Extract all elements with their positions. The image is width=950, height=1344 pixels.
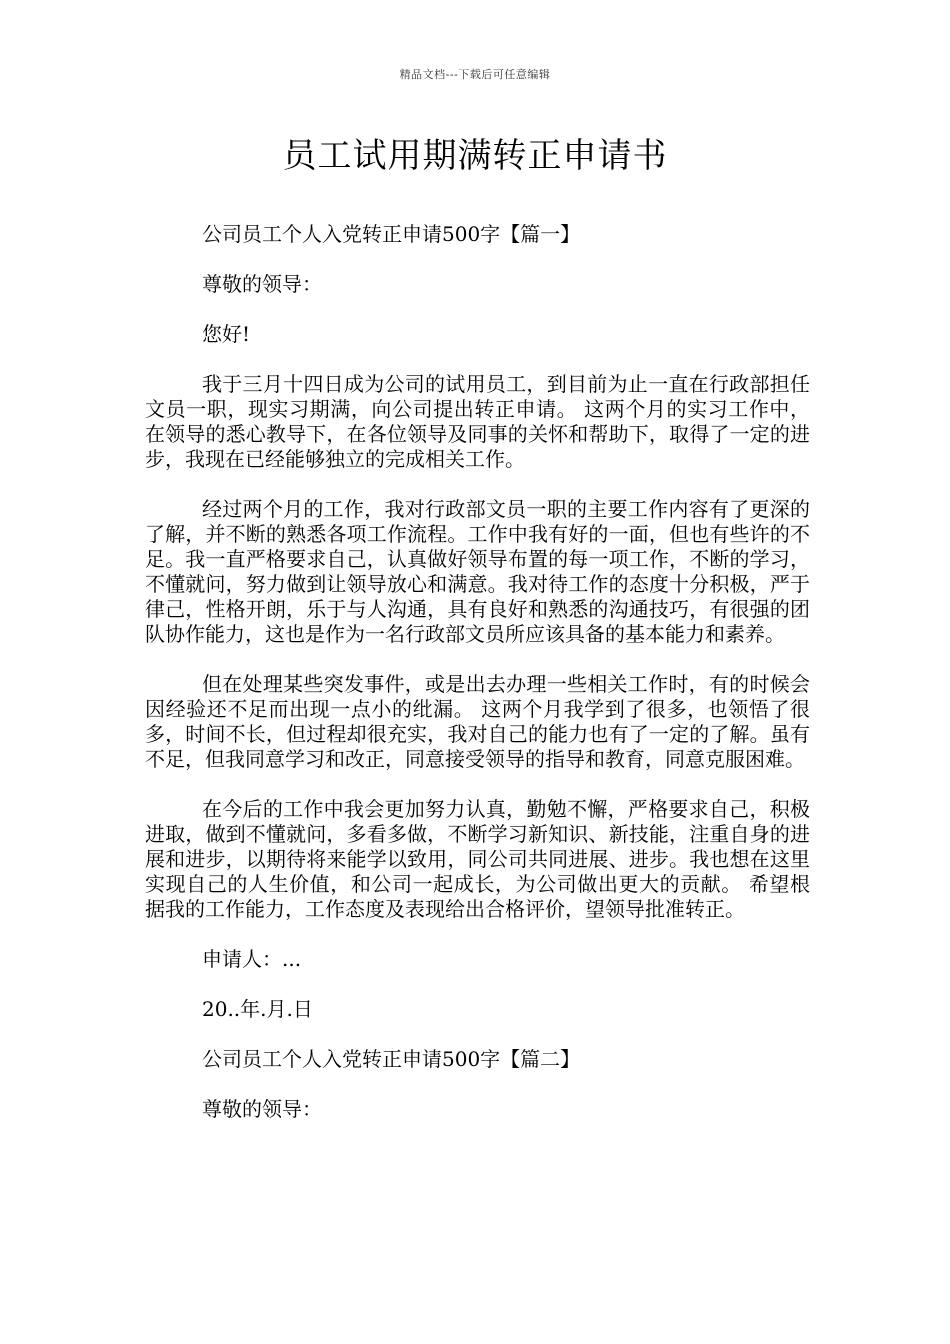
document-body <box>145 222 810 1122</box>
section-heading-1: 公司员工个人入党转正申请500字【篇一】 <box>202 222 581 246</box>
body-paragraph-4: 在今后的工作中我会更加努力认真，勤勉不懈，严格要求自己，积极进取，做到不懂就问，多看多做，不断学习新知识、新技能，注重自身的进展和进步，以期待将来能学以致用，同公司共同进展、进步。我也想在这里实现自己的人生价值，和公司一起成长，为公司做出更大的贡献。 希望根据我的工作能力，工作态度及表现给出合格评价，望领导批准转正。 <box>145 797 810 921</box>
section-heading-2: 公司员工个人入党转正申请500字【篇二】 <box>202 1047 581 1071</box>
body-paragraph-2: 经过两个月的工作，我对行政部文员一职的主要工作内容有了更深的了解，并不断的熟悉各项工作流程。工作中我有好的一面，但也有些许的不足。我一直严格要求自己，认真做好领导布置的每一项工作，不断的学习，不懂就问，努力做到让领导放心和满意。我对待工作的态度十分积极，严于律己，性格开朗，乐于与人沟通，具有良好和熟悉的沟通技巧，有很强的团队协作能力，这也是作为一名行政部文员所应该具备的基本能力和素养。 <box>145 497 810 646</box>
body-paragraph-3: 但在处理某些突发事件，或是出去办理一些相关工作时，有的时候会因经验还不足而出现一点小的纰漏。 这两个月我学到了很多，也领悟了很多，时间不长，但过程却很充实，我对自己的能力也有了一定的了解。虽有不足，但我同意学习和改正，同意接受领导的指导和教育，同意克服困难。 <box>145 672 810 771</box>
date-line: 20..年.月.日 <box>202 997 313 1021</box>
body-paragraph-1: 我于三月十四日成为公司的试用员工，到目前为止一直在行政部担任文员一职，现实习期满，向公司提出转正申请。 这两个月的实习工作中，在领导的悉心教导下，在各位领导及同事的关怀和帮助下，取得了一定的进步，我现在已经能够独立的完成相关工作。 <box>145 372 810 471</box>
header-note: 精品文档---下载后可任意编辑 <box>399 68 551 81</box>
applicant-signature: 申请人：... <box>202 947 302 971</box>
document-title: 员工试用期满转正申请书 <box>282 136 668 176</box>
salutation-2: 尊敬的领导： <box>202 1097 322 1121</box>
greeting: 您好! <box>202 322 251 346</box>
salutation: 尊敬的领导： <box>202 272 322 296</box>
